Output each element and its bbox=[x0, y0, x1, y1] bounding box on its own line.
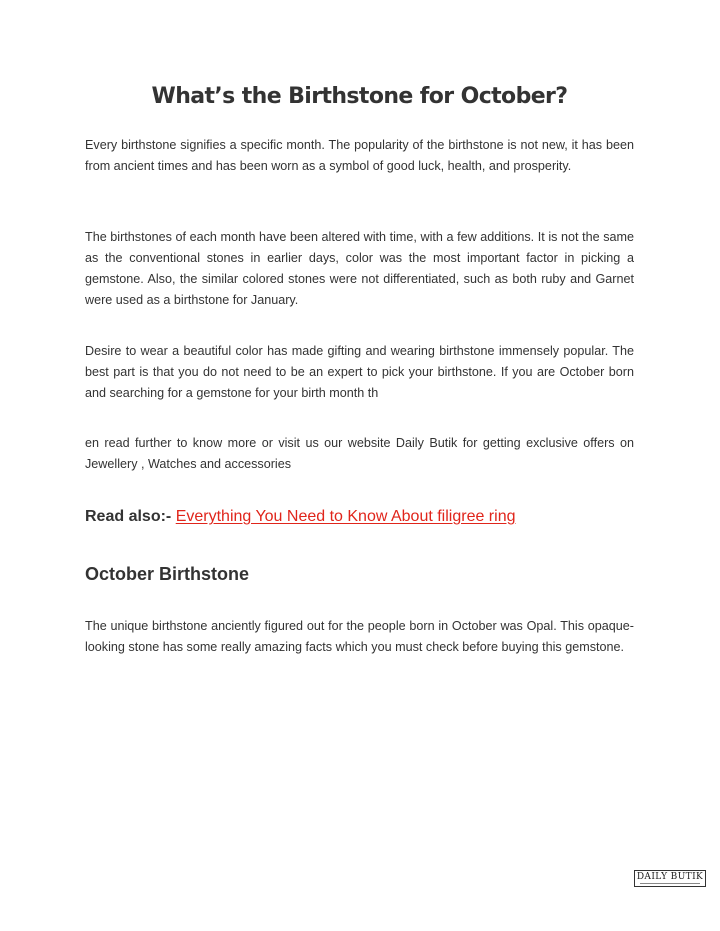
logo-tagline-line bbox=[640, 883, 700, 884]
opal-paragraph: The unique birthstone anciently figured out for the people born in October was Opal. This opaque-looking stone has some really amazing facts which you must check before buying this gemstone. bbox=[85, 619, 634, 654]
read-also-label: Read also:- bbox=[85, 508, 172, 525]
read-also-line bbox=[85, 506, 515, 528]
logo-wordmark: DAILY BUTIK bbox=[636, 872, 704, 882]
section-heading-october-birthstone: October Birthstone bbox=[85, 564, 250, 584]
history-paragraph: The birthstones of each month have been altered with time, with a few additions. It is not the same as the conventional stones in earlier days, color was the most important factor in picking a gemstone. Also, the similar colored stones were not differentiated, such as both ruby and Garnet were used as a birthstone for January. bbox=[85, 230, 634, 307]
page-title: What’s the Birthstone for October? bbox=[151, 84, 568, 109]
filigree-ring-article-link[interactable]: Everything You Need to Know About filigree ring bbox=[175, 508, 516, 525]
daily-butik-logo bbox=[634, 870, 706, 887]
popularity-paragraph: Desire to wear a beautiful color has made gifting and wearing birthstone immensely popular. The best part is that you do not need to be an expert to pick your birthstone. If you are October born and searching for a gemstone for your birth month th bbox=[85, 344, 634, 400]
website-paragraph: en read further to know more or visit us our website Daily Butik for getting exclusive offers on Jewellery , Watches and accessories bbox=[85, 436, 634, 471]
intro-paragraph: Every birthstone signifies a specific month. The popularity of the birthstone is not new, it has been from ancient times and has been worn as a symbol of good luck, health, and prosperity. bbox=[85, 138, 634, 173]
